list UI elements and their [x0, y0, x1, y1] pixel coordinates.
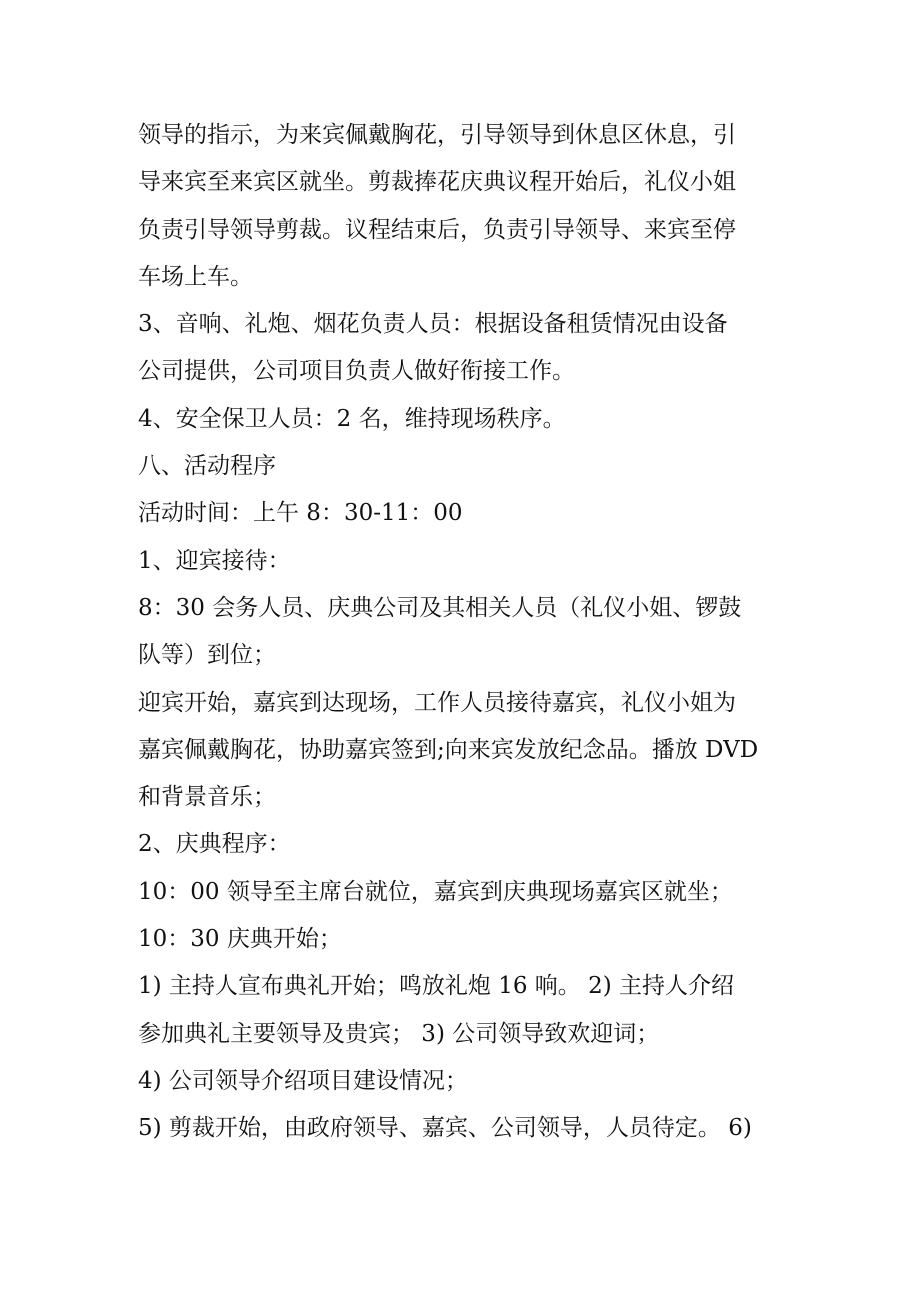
document-body — [138, 112, 788, 1153]
text-line: 10：00 领导至主席台就位，嘉宾到庆典现场嘉宾区就坐； — [138, 878, 733, 905]
section-heading: 八、活动程序 — [138, 453, 276, 480]
text-line: 负责引导领导剪裁。议程结束后，负责引导领导、来宾至停 — [138, 216, 736, 243]
subsection-heading: 1、迎宾接待： — [138, 547, 291, 574]
text-line: 4、安全保卫人员：2 名，维持现场秩序。 — [138, 405, 566, 432]
text-line: 迎宾开始，嘉宾到达现场，工作人员接待嘉宾，礼仪小姐为 — [138, 689, 736, 716]
text-line: 队等）到位； — [138, 642, 276, 669]
text-line: 公司提供，公司项目负责人做好衔接工作。 — [138, 358, 575, 385]
text-line: 和背景音乐； — [138, 784, 276, 811]
text-line: 5) 剪裁开始，由政府领导、嘉宾、公司领导，人员待定。 6) — [138, 1115, 752, 1142]
text-line: 3、音响、礼炮、烟花负责人员：根据设备租赁情况由设备 — [138, 311, 728, 338]
subsection-heading: 2、庆典程序： — [138, 831, 291, 858]
text-line: 1) 主持人宣布典礼开始；鸣放礼炮 16 响。 2) 主持人介绍 — [138, 973, 735, 1000]
text-line: 参加典礼主要领导及贵宾； 3) 公司领导致欢迎词； — [138, 1020, 660, 1047]
text-line: 8：30 会务人员、庆典公司及其相关人员（礼仪小姐、锣鼓 — [138, 594, 742, 621]
text-line: 10：30 庆典开始； — [138, 926, 342, 953]
text-line: 领导的指示，为来宾佩戴胸花，引导领导到休息区休息，引 — [138, 122, 736, 148]
text-line: 活动时间：上午 8：30-11：00 — [138, 500, 463, 527]
text-line: 4) 公司领导介绍项目建设情况； — [138, 1067, 468, 1094]
text-line: 车场上车。 — [138, 263, 253, 290]
text-line: 嘉宾佩戴胸花，协助嘉宾签到;向来宾发放纪念品。播放 DVD — [138, 736, 759, 763]
text-line: 导来宾至来宾区就坐。剪裁捧花庆典议程开始后，礼仪小姐 — [138, 169, 736, 196]
